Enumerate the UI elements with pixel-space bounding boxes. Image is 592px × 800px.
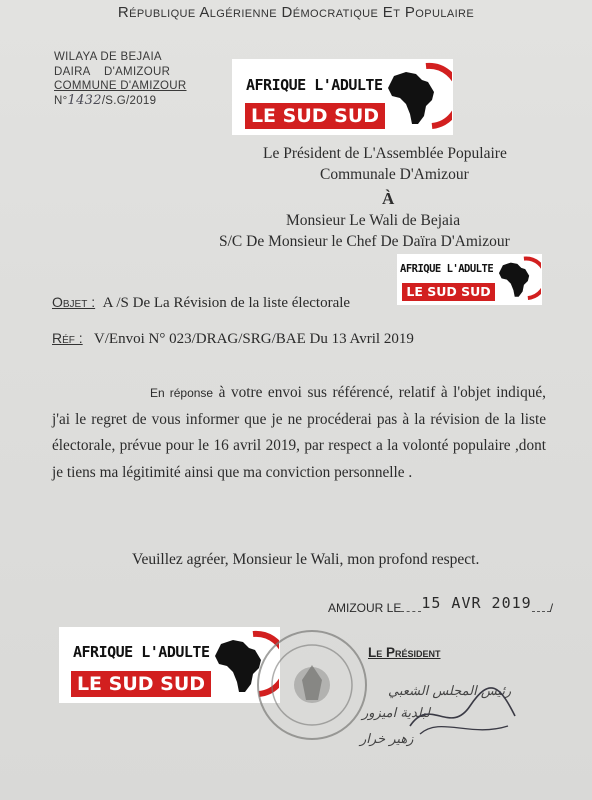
date-line: AMIZOUR LE 15 AVR 2019 /	[328, 594, 554, 615]
body-text: à votre envoi sus référencé, relatif à l'objet indiqué, j'ai le regret de vous informer que je ne procéderai pas à la révision de la liste électorale, prévue pour le 16 avril 2019, par respect a la volonté populaire ,dont je tiens ma légitimité ainsi que ma conviction personnelle .	[52, 384, 546, 481]
to-marker: À	[382, 189, 395, 208]
date-stamp: 15 AVR 2019	[421, 594, 532, 612]
daira-line: DAIRA D'AMIZOUR	[54, 65, 171, 78]
stamp-arabic-line2: لبلدية اميزور	[362, 706, 430, 721]
reference-text: V/Envoi N° 023/DRAG/SRG/BAE Du 13 Avril 2019	[93, 331, 414, 347]
body-opening: En réponse	[150, 386, 214, 400]
subject-label: Objet :	[52, 294, 96, 310]
official-seal	[252, 620, 372, 750]
place-label: AMIZOUR LE	[328, 601, 402, 615]
sender-block	[54, 50, 187, 108]
subject-text: A /S De La Révision de la liste électorale	[102, 295, 351, 311]
president-title: Le Président	[368, 645, 441, 660]
reference-label: Réf :	[52, 330, 83, 346]
handwritten-signature	[400, 676, 520, 746]
watermark-logo: AFRIQUE L'ADULTE LE SUD SUD	[232, 59, 453, 135]
letter-body	[52, 380, 546, 486]
africa-map-icon	[382, 62, 452, 132]
commune-line: COMMUNE D'AMIZOUR	[54, 80, 187, 92]
republic-header: République Algérienne Démocratique Et Populaire	[117, 4, 475, 21]
wilaya-line: WILAYA DE BEJAIA	[54, 51, 162, 63]
watermark-logo: AFRIQUE L'ADULTE LE SUD SUD	[59, 627, 280, 703]
stamp-arabic-line1: رئيس المجلس الشعبي	[388, 684, 512, 699]
recipient-line2: S/C De Monsieur le Chef De Daïra D'Amizour	[219, 233, 510, 250]
reference-number: N°1432/S.G/2019	[54, 92, 157, 108]
watermark-logo: AFRIQUE L'ADULTE LE SUD SUD	[397, 254, 542, 305]
africa-map-icon	[495, 256, 541, 302]
subject-line	[52, 294, 350, 312]
sender-title-line1: Le Président de L'Assemblée Populaire	[263, 145, 507, 162]
handwritten-number: 1432	[67, 92, 102, 108]
closing-formula: Veuillez agréer, Monsieur le Wali, mon profond respect.	[132, 551, 480, 568]
recipient-line1: Monsieur Le Wali de Bejaia	[286, 212, 461, 229]
stamp-arabic-line3: زهير خرار	[360, 732, 414, 747]
reference-line	[52, 330, 414, 348]
sender-title-line2: Communale D'Amizour	[320, 166, 469, 183]
